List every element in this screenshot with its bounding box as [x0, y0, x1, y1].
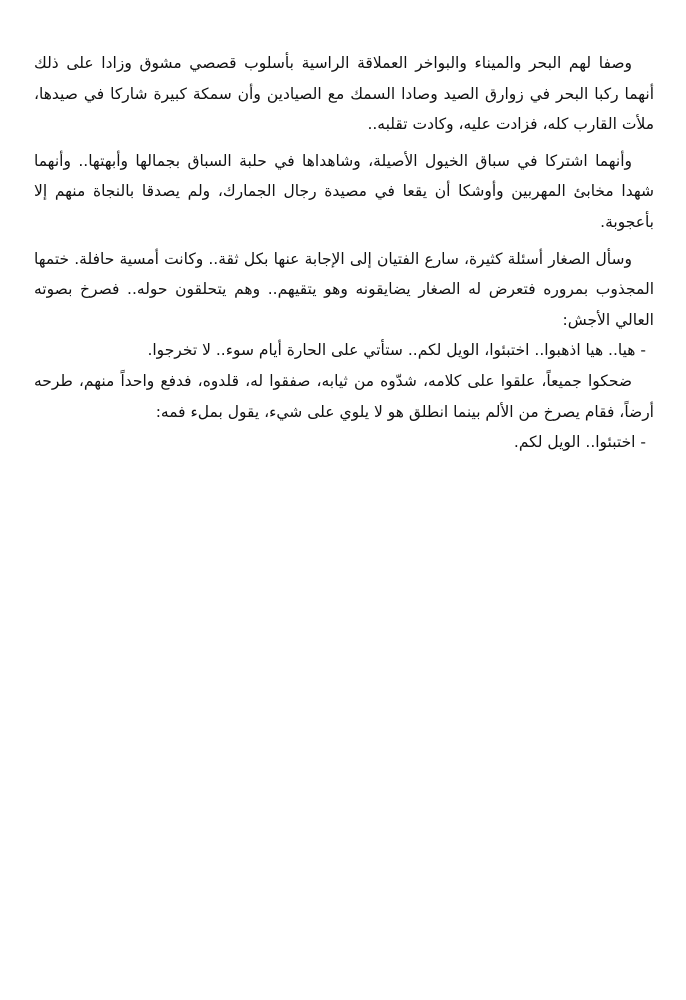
dialogue-line-2: - اختبئوا.. الويل لكم. [513, 433, 646, 452]
document-page [34, 48, 654, 458]
paragraph-1: وصفا لهم البحر والميناء والبواخر العملاقة الراسية بأسلوب قصصي مشوق وزادا على ذلك أنهما ركبا البحر في زوارق الصيد وصادا السمك مع الصيادين وأن سمكة كبيرة شاركا في صيدها، ملأت القارب كله، فزادت عليه، وكادت تقلبه.. [34, 54, 654, 134]
paragraph-2: وأنهما اشتركا في سباق الخيول الأصيلة، وشاهداها في حلبة السباق بجمالها وأبهتها.. وأنهما شهدا مخابئ المهربين وأوشكا أن يقعا في مصيدة رجال الجمارك، ولم يصدقا بالنجاة منهم إلا بأعجوبة. [34, 151, 654, 231]
dialogue-line-1: - هيا.. هيا اذهبوا.. اختبئوا، الويل لكم.. ستأتي على الحارة أيام سوء.. لا تخرجوا. [147, 341, 646, 360]
paragraph-3: وسأل الصغار أسئلة كثيرة، سارع الفتيان إلى الإجابة عنها بكل ثقة.. وكانت أمسية حافلة. ختمها المجذوب بمروره فتعرض له الصغار يضايقونه وهو يتقيهم.. وهم يتحلقون حوله.. فصرخ بصوته العالي الأجش: [34, 249, 654, 329]
paragraph-4: ضحكوا جميعاً، علقوا على كلامه، شدّوه من ثيابه، صفقوا له، قلدوه، فدفع واحداً منهم، طرحه أرضاً، فقام يصرخ من الألم بينما انطلق هو لا يلوي على شيء، يقول بملء فمه: [34, 371, 654, 421]
